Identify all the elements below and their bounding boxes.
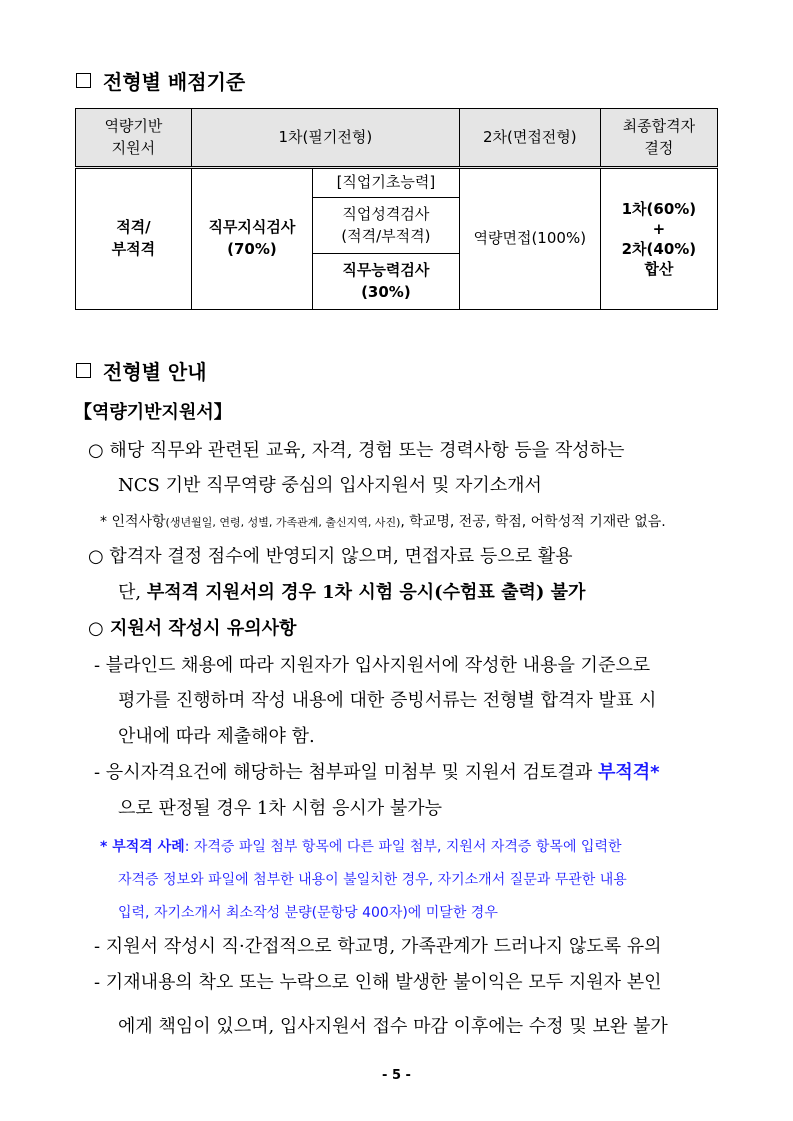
section-title: 전형별 안내 [103, 360, 207, 384]
body-line: ○ 해당 직무와 관련된 교육, 자격, 경험 또는 경력사항 등을 작성하는 [88, 440, 625, 461]
body-text-highlight: 부적격* [597, 762, 660, 783]
body-line: ○ 지원서 작성시 유의사항 [88, 618, 297, 639]
table-header-cell: 최종합격자 결정 [600, 109, 717, 168]
body-line: 으로 판정될 경우 1차 시험 응시가 불가능 [118, 798, 442, 819]
table-cell: 직업성격검사 (적격/부적격) [312, 198, 459, 254]
body-line: 안내에 따라 제출해야 함. [118, 726, 315, 747]
body-line [94, 758, 660, 784]
body-text: 단, [118, 582, 147, 603]
body-line: 에게 책임이 있으며, 입사지원서 접수 마감 이후에는 수정 및 보완 불가 [118, 1016, 668, 1037]
table-cell: 역량면접(100%) [459, 168, 600, 310]
page-number: - 5 - [382, 1068, 411, 1083]
body-line: - 기재내용의 착오 또는 누락으로 인해 발생한 불이익은 모두 지원자 본인 [94, 972, 662, 993]
checkbox-square-icon [76, 363, 91, 378]
body-line: - 블라인드 채용에 따라 지원자가 입사지원서에 작성한 내용을 기준으로 [94, 655, 651, 676]
table-header-cell: 2차(면접전형) [459, 109, 600, 168]
table-cell: 적격/ 부적격 [76, 168, 192, 310]
subsection-label: 【역량기반지원서】 [74, 402, 232, 423]
body-text: - 응시자격요건에 해당하는 첨부파일 미첨부 및 지원서 검토결과 [94, 762, 598, 783]
note-line [100, 511, 666, 531]
section-title: 전형별 배점기준 [103, 70, 246, 94]
table-cell: 1차(60%) + 2차(40%) 합산 [600, 168, 717, 310]
body-line: NCS 기반 직무역량 중심의 입사지원서 및 자기소개서 [118, 475, 542, 496]
table-header-cell: 1차(필기전형) [191, 109, 459, 168]
note-line [100, 836, 622, 856]
checkbox-square-icon [76, 73, 91, 88]
note-text: , 학교명, 전공, 학점, 어학성적 기재란 없음. [400, 514, 666, 530]
table-cell: 직무능력검사 (30%) [312, 254, 459, 310]
note-line: 자격증 정보와 파일에 첨부한 내용이 불일치한 경우, 자기소개서 질문과 무관한 내용 [118, 872, 627, 888]
table-header-cell: 역량기반 지원서 [76, 109, 192, 168]
body-text-bold: 부적격 지원서의 경우 1차 시험 응시(수험표 출력) 불가 [146, 582, 586, 603]
body-line: - 지원서 작성시 직·간접적으로 학교명, 가족관계가 드러나지 않도록 유의 [94, 936, 662, 957]
body-line: ○ 합격자 결정 점수에 반영되지 않으며, 면접자료 등으로 활용 [88, 546, 573, 567]
note-text-small: (생년월일, 연령, 성별, 가족관계, 출신지역, 사진) [165, 516, 401, 529]
section-heading-guide [76, 356, 207, 385]
table-cell: 직무지식검사 (70%) [191, 168, 312, 310]
section-heading-criteria [76, 66, 245, 95]
body-line [118, 578, 585, 604]
body-line: 평가를 진행하며 작성 내용에 대한 증빙서류는 전형별 합격자 발표 시 [118, 690, 657, 711]
note-text-bold: * 부적격 사례 [100, 839, 185, 855]
criteria-table [75, 108, 718, 310]
note-line: 입력, 자기소개서 최소작성 분량(문항당 400자)에 미달한 경우 [118, 905, 498, 921]
note-text: : 자격증 파일 첨부 항목에 다른 파일 첨부, 지원서 자격증 항목에 입력한 [184, 839, 622, 855]
note-text: * 인적사항 [100, 514, 166, 530]
table-cell: [직업기초능력] [312, 168, 459, 198]
